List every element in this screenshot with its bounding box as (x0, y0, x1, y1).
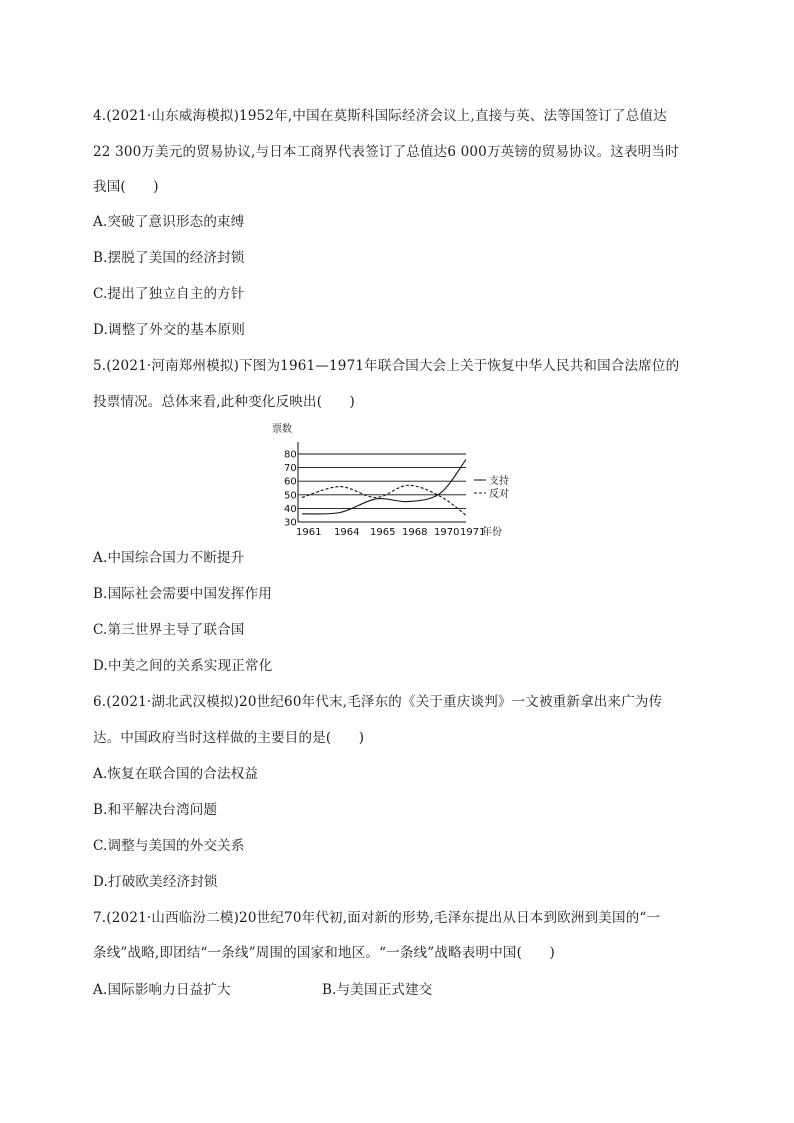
x-axis-label: 年份 (482, 527, 502, 538)
series-line-oppose (302, 485, 466, 515)
q5-option-d[interactable]: D.中美之间的关系实现正常化 (93, 658, 273, 674)
q4-stem-line2: 22 300万美元的贸易协议,与日本工商界代表签订了总值达6 000万英镑的贸易协议。这表明当时 (93, 144, 679, 160)
legend-label-oppose: 反对 (489, 489, 509, 500)
legend-label-support: 支持 (489, 476, 509, 487)
y-tick-70: 70 (284, 463, 297, 475)
x-tick-1971: 1971 (460, 527, 486, 538)
vote-chart-svg (268, 418, 528, 543)
y-tick-80: 80 (284, 449, 297, 461)
x-tick-1965: 1965 (370, 527, 396, 538)
q6-stem-line1: 6.(2021·湖北武汉模拟)20世纪60年代末,毛泽东的《关于重庆谈判》一文被重新拿出来广为传 (93, 694, 663, 710)
q5-option-a[interactable]: A.中国综合国力不断提升 (93, 550, 245, 566)
x-tick-1968: 1968 (402, 527, 428, 538)
y-tick-40: 40 (284, 503, 297, 515)
q5-stem-line2: 投票情况。总体来看,此种变化反映出( ) (93, 394, 356, 410)
q6-option-b[interactable]: B.和平解决台湾问题 (93, 802, 218, 818)
y-axis-label: 票数 (272, 424, 292, 435)
q7-option-b[interactable]: B.与美国正式建交 (322, 982, 433, 998)
q6-option-d[interactable]: D.打破欧美经济封锁 (93, 874, 218, 890)
q6-option-a[interactable]: A.恢复在联合国的合法权益 (93, 766, 259, 782)
q7-stem-line1: 7.(2021·山西临汾二模)20世纪70年代初,面对新的形势,毛泽东提出从日本到欧洲到美国的“一 (93, 910, 661, 926)
q5-stem-line1: 5.(2021·河南郑州模拟)下图为1961—1971年联合国大会上关于恢复中华人民共和国合法席位的 (93, 358, 680, 374)
y-tick-60: 60 (284, 476, 297, 488)
q4-option-d[interactable]: D.调整了外交的基本原则 (93, 322, 246, 338)
q6-option-c[interactable]: C.调整与美国的外交关系 (93, 838, 245, 854)
q4-stem-line3: 我国( ) (93, 179, 159, 195)
x-tick-1970: 1970 (434, 527, 460, 538)
q7-option-a[interactable]: A.国际影响力日益扩大 (93, 982, 231, 998)
q7-stem-line2: 条线”战略,即团结“一条线”周围的国家和地区。“一条线”战略表明中国( ) (93, 945, 555, 961)
q4-option-c[interactable]: C.提出了独立自主的方针 (93, 286, 245, 302)
q6-stem-line2: 达。中国政府当时这样做的主要目的是( ) (93, 730, 365, 746)
y-tick-30: 30 (284, 517, 297, 529)
q5-option-b[interactable]: B.国际社会需要中国发挥作用 (93, 586, 273, 602)
y-tick-50: 50 (284, 490, 297, 502)
x-tick-1964: 1964 (334, 527, 360, 538)
q4-option-a[interactable]: A.突破了意识形态的束缚 (93, 214, 245, 230)
x-tick-1961: 1961 (296, 527, 322, 538)
q4-option-b[interactable]: B.摆脱了美国的经济封锁 (93, 250, 245, 266)
vote-chart (268, 418, 528, 543)
q5-option-c[interactable]: C.第三世界主导了联合国 (93, 622, 245, 638)
q4-stem-line1: 4.(2021·山东威海模拟)1952年,中国在莫斯科国际经济会议上,直接与英、法等国签订了总值达 (93, 108, 667, 124)
